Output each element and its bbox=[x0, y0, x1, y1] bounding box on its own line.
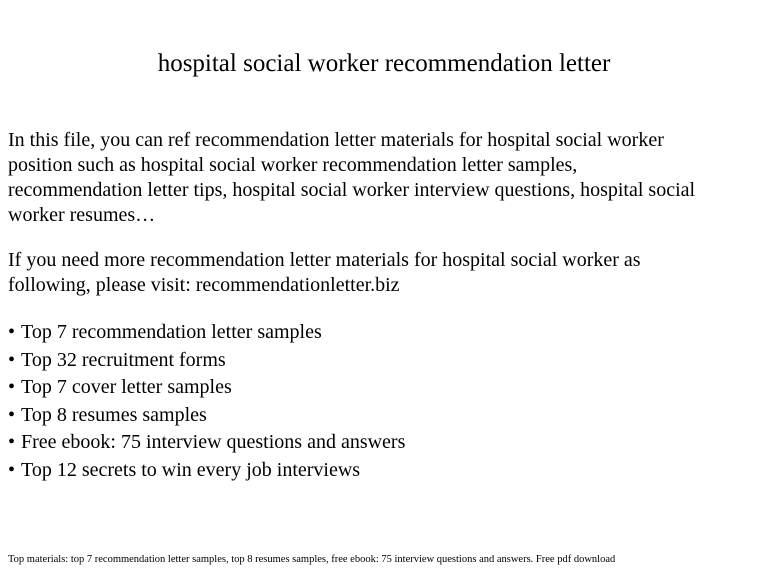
list-item-label: Top 12 secrets to win every job interviews bbox=[21, 458, 361, 481]
visit-line: following, please visit: recommendationletter.biz bbox=[8, 274, 400, 296]
intro-line: recommendation letter tips, hospital social worker interview questions, hospital social bbox=[8, 179, 696, 201]
bullet-icon: • bbox=[8, 431, 16, 454]
bullet-icon: • bbox=[8, 348, 16, 371]
visit-line: If you need more recommendation letter materials for hospital social worker as bbox=[8, 249, 641, 271]
intro-line: In this file, you can ref recommendation letter materials for hospital social worker bbox=[8, 129, 664, 151]
list-item bbox=[8, 429, 760, 457]
visit-paragraph bbox=[8, 248, 760, 298]
bullet-icon: • bbox=[8, 376, 16, 399]
intro-line: position such as hospital social worker recommendation letter samples, bbox=[8, 154, 578, 176]
list-item-label: Top 7 cover letter samples bbox=[21, 376, 232, 399]
list-item bbox=[8, 347, 760, 375]
list-item-label: Top 7 recommendation letter samples bbox=[21, 321, 322, 343]
intro-line: worker resumes… bbox=[8, 204, 156, 226]
list-item-label: Free ebook: 75 interview questions and answers bbox=[21, 431, 406, 454]
bullet-icon: • bbox=[8, 403, 16, 426]
page-title: hospital social worker recommendation letter bbox=[157, 50, 611, 77]
list-item bbox=[8, 319, 760, 347]
footer-text: Top materials: top 7 recommendation letter samples, top 8 resumes samples, free ebook: 75 interview questions and answers. Free pdf download bbox=[8, 554, 616, 565]
resource-list bbox=[8, 319, 760, 485]
list-item bbox=[8, 374, 760, 402]
list-item-label: Top 8 resumes samples bbox=[21, 403, 207, 426]
list-item bbox=[8, 457, 760, 485]
intro-paragraph bbox=[8, 128, 760, 228]
list-item-label: Top 32 recruitment forms bbox=[21, 348, 226, 371]
list-item bbox=[8, 402, 760, 430]
document-body bbox=[8, 128, 760, 485]
bullet-icon: • bbox=[8, 458, 16, 481]
bullet-icon: • bbox=[8, 321, 16, 343]
